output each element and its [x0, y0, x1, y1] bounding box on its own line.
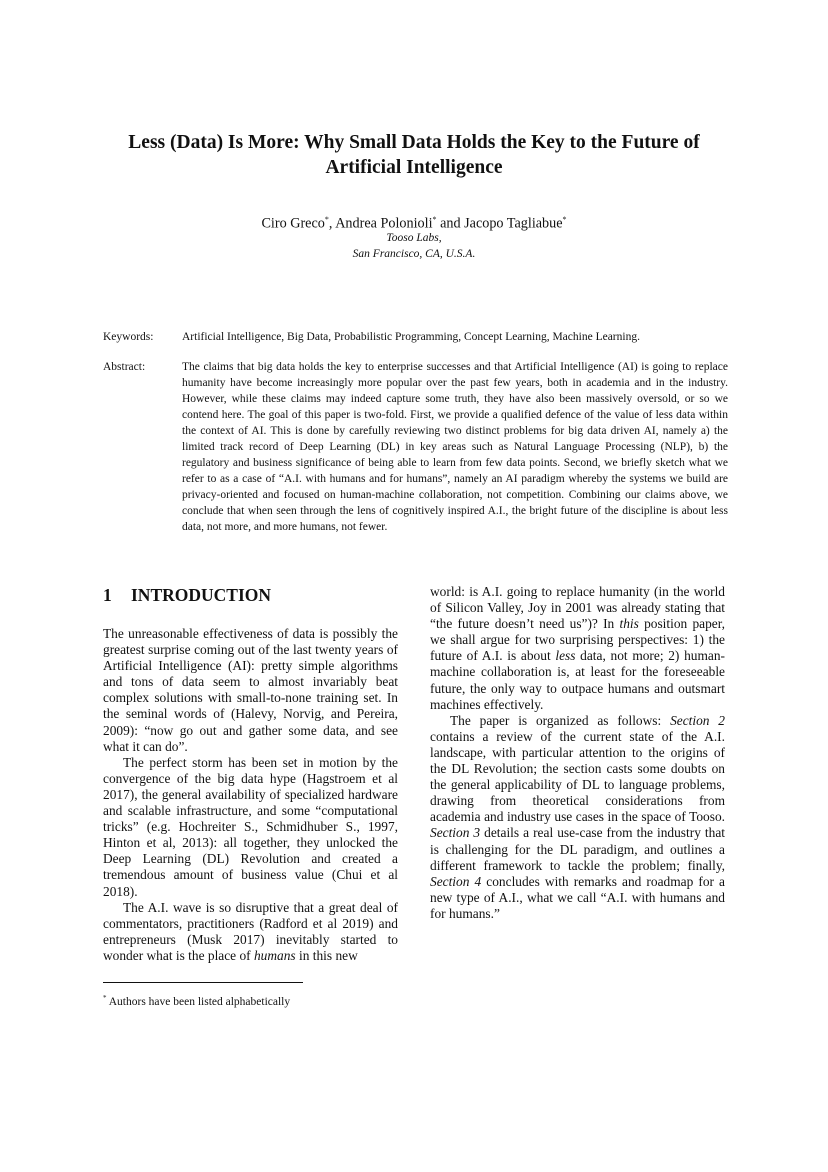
author-mark: *	[432, 215, 437, 224]
emphasis: this	[619, 616, 639, 632]
footnote	[103, 991, 503, 1010]
text-run: position paper, we shall argue for two surprising perspectives: 1) the future of A.I. is about	[430, 616, 725, 664]
section-heading	[103, 584, 398, 606]
text-run: concludes with remarks and roadmap for a new type of A.I., what we call “A.I. with humans and for humans.”	[430, 873, 725, 921]
paper-title: Less (Data) Is More: Why Small Data Holds the Key to the Future of Artificial Intelligence	[128, 132, 700, 178]
section-number: 1	[103, 585, 112, 605]
text-run: The A.I. wave is so disruptive that a great deal of commentators, practitioners (Radford et al 2019) and entrepreneurs (Musk 2017) inevitably started to wonder what is the place of	[103, 899, 398, 963]
text-run: contains a review of the current state of the A.I. landscape, with particular attention to the origins of the DL Revolution; the section casts some doubts on the general applicability of DL to language problems, drawing from theoretical considerations from academia and industry use cases in the space of Tooso.	[430, 728, 725, 825]
author-separator: and	[436, 215, 465, 232]
emphasis: less	[555, 648, 576, 664]
emphasis: humans	[253, 947, 296, 963]
affiliation	[100, 230, 728, 262]
left-column	[103, 584, 398, 964]
text-run: world: is A.I. going to replace humanity (in the world of Silicon Valley, Joy in 2001 was already stating that “the future doesn’t need us”)? In	[430, 584, 725, 632]
affiliation-org: Tooso Labs,	[386, 232, 442, 244]
author-mark: *	[562, 215, 567, 224]
abstract-text: The claims that big data holds the key to enterprise successes and that Artificial Intelligence (AI) is going to replace humanity have become increasingly more popular over the past few years, both in academia and in the industry. However, while these claims may indeed capture some truth, they have also been massively oversold, or so we contend here. The goal of this paper is two-fold. First, we provide a qualified defence of the value of less data within the context of AI. This is done by carefully reviewing two distinct problems for big data driven AI, namely a) the limited track record of Deep Learning (DL) in key areas such as Natural Language Processing (NLP), b) the regulatory and business significance of being able to learn from few data points. Second, we briefly sketch what we refer to as a case of “A.I. with humans and for humans”, namely an AI paradigm whereby the systems we build are privacy-oriented and focused on human-machine collaboration, not competition. Combining our claims above, we conclude that when seen through the lens of cognitively inspired A.I., the bright future of the discipline is about less data, not more, and more humans, not fewer.	[182, 361, 728, 533]
paragraph: The perfect storm has been set in motion by the convergence of the big data hype (Hagstroem et al 2017), the general availability of specialized hardware and scalable infrastructure, and some “computational tricks” (e.g. Hochreiter S., Schmidhuber S., 1997, Hinton et al, 2013): all together, they unlocked the Deep Learning (DL) Revolution and created a tremendous amount of business value (Chui et al 2018).	[103, 754, 398, 899]
author-separator: ,	[328, 215, 336, 232]
text-run: The paper is organized as follows:	[450, 712, 671, 728]
section-reference: Section 3	[430, 825, 481, 841]
keywords-label: Keywords:	[103, 331, 154, 343]
text-run: details a real use-case from the industry that is challenging for the DL paradigm, and outlines a different framework to tackle the problem; finally,	[430, 825, 725, 873]
author-name: Jacopo Tagliabue	[464, 215, 563, 232]
right-column	[430, 584, 725, 922]
footnote-mark: *	[103, 994, 107, 1002]
footnote-text: Authors have been listed alphabetically	[106, 995, 291, 1008]
affiliation-location: San Francisco, CA, U.S.A.	[352, 248, 476, 260]
author-name: Andrea Polonioli	[335, 215, 433, 232]
text-run: data, not more; 2) human-machine collaboration is, at least for the foreseeable future, the only way to outpace humans and outsmart machines effectively.	[430, 648, 725, 712]
author-name: Ciro Greco	[261, 215, 325, 232]
author-mark: *	[324, 215, 329, 224]
abstract-label: Abstract:	[103, 361, 146, 373]
text-run: in this new	[295, 947, 358, 963]
section-reference: Section 4	[430, 873, 482, 889]
paragraph	[430, 584, 725, 713]
section-title: INTRODUCTION	[131, 585, 272, 605]
section-reference: Section 2	[670, 712, 725, 728]
paragraph: The unreasonable effectiveness of data is possibly the greatest surprise coming out of the last twenty years of Artificial Intelligence (AI): pretty simple algorithms and tons of data seem to almost invariably beat complex solutions with small-to-none training set. In the seminal words of (Halevy, Norvig, and Pereira, 2009): “now go out and gather some data, and see what it can do”.	[103, 626, 398, 754]
paragraph	[430, 713, 725, 922]
paragraph	[103, 900, 398, 964]
footnote-divider	[103, 982, 303, 983]
keywords-text: Artificial Intelligence, Big Data, Probabilistic Programming, Concept Learning, Machine Learning.	[182, 331, 640, 343]
